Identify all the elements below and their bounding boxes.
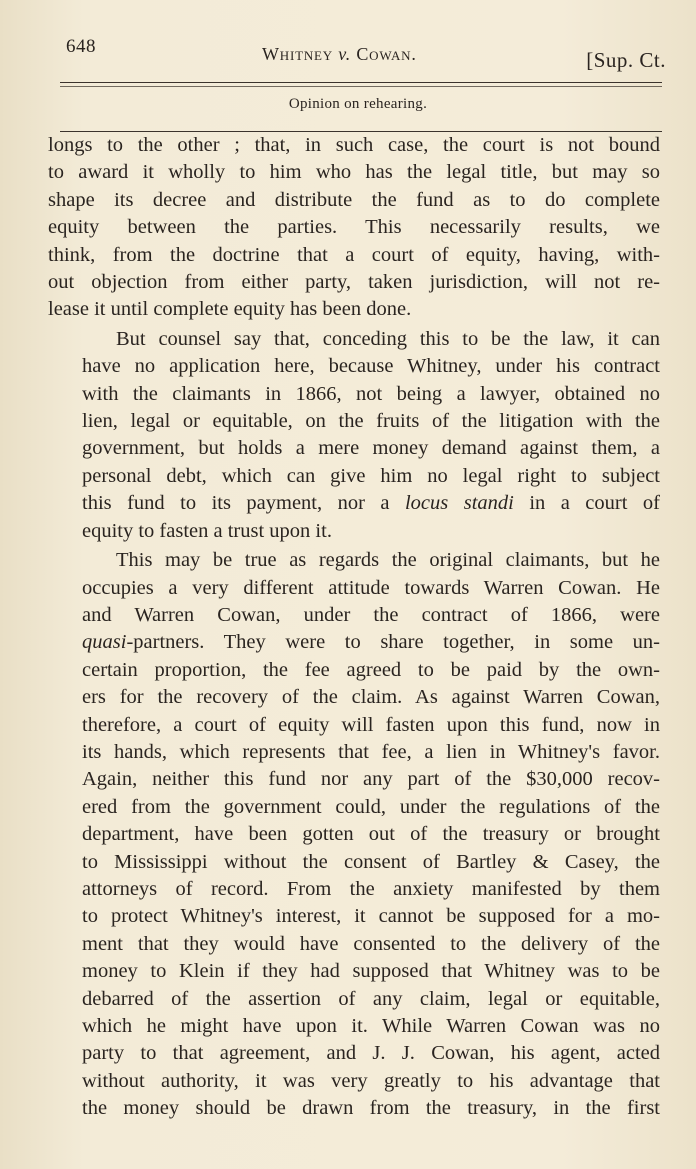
text-line: government, but holds a mere money demand against them, a (82, 437, 660, 460)
text-line: to award it wholly to him who has the legal title, but may so (48, 161, 660, 184)
text-segment: -partners. They were to share together, in some un- (126, 631, 660, 654)
text-line: occupies a very different attitude towards Warren Cowan. He (82, 576, 660, 599)
title-v: v. (338, 44, 352, 64)
text-line: ers for the recovery of the claim. As against Warren Cowan, (82, 686, 660, 709)
text-line: money to Klein if they had supposed that Whitney was to be (82, 960, 660, 983)
header-rule-thin (60, 86, 662, 87)
header-rule (60, 82, 662, 83)
text-line: certain proportion, the fee agreed to be paid by the own- (82, 658, 660, 681)
title-right: Cowan. (356, 44, 417, 64)
text-line: lease it until complete equity has been done. (48, 298, 412, 321)
text-line: Again, neither this fund nor any part of the $30,000 recov- (82, 768, 660, 791)
running-title (262, 44, 417, 65)
italic-prefix: quasi (82, 631, 127, 654)
text-line: which he might have upon it. While Warren Cowan was no (82, 1015, 660, 1037)
paragraph-2 (48, 326, 660, 545)
text-line: think, from the doctrine that a court of equity, having, with- (48, 243, 660, 266)
text-line: party to that agreement, and J. J. Cowan, his agent, acted (82, 1042, 660, 1065)
text-line: ered from the government could, under the regulations of the (82, 795, 660, 818)
text-line: debarred of the assertion of any claim, legal or equitable, (82, 987, 660, 1010)
text-line: lien, legal or equitable, on the fruits of the litigation with the (82, 410, 660, 433)
text-line: shape its decree and distribute the fund as to do complete (48, 188, 660, 211)
text-line: the money should be drawn from the treasury, in the first (82, 1097, 660, 1120)
italic-phrase: locus standi (404, 492, 514, 515)
court-label: [Sup. Ct. (586, 48, 666, 72)
text-line: personal debt, which can give him no legal right to subject (82, 464, 660, 487)
text-segment: this fund to its payment, nor a (82, 492, 405, 515)
text-segment: in a court of (513, 492, 660, 515)
text-line: But counsel say that, conceding this to be the law, it can (116, 327, 660, 350)
title-left: Whitney (262, 44, 333, 64)
text-line-with-italic (48, 490, 660, 517)
text-line: its hands, which represents that fee, a lien in Whitney's favor. (82, 740, 660, 763)
text-line: ment that they would have consented to the delivery of the (82, 932, 660, 955)
running-header (62, 36, 666, 72)
body-text (48, 132, 660, 1123)
text-line: department, have been gotten out of the treasury or brought (82, 823, 660, 846)
text-line: without authority, it was very greatly to his advantage that (82, 1069, 660, 1092)
paragraph-1 (48, 132, 660, 324)
text-line: therefore, a court of equity will fasten upon this fund, now in (82, 713, 660, 736)
text-line: equity between the parties. This necessarily results, we (48, 216, 660, 239)
paragraph-3 (48, 547, 660, 1123)
text-line: and Warren Cowan, under the contract of 1866, were (82, 603, 660, 626)
text-line: with the claimants in 1866, not being a lawyer, obtained no (82, 382, 660, 405)
text-line: to protect Whitney's interest, it cannot be supposed for a mo- (82, 905, 660, 928)
section-title: Opinion on rehearing. (288, 96, 428, 112)
text-line: have no application here, because Whitney, under his contract (82, 355, 660, 378)
text-line: longs to the other ; that, in such case, the court is not bound (48, 134, 660, 156)
text-line-with-italic (48, 629, 660, 656)
text-line: to Mississippi without the consent of Bartley & Casey, the (82, 850, 660, 873)
text-line: out objection from either party, taken jurisdiction, will not re- (48, 271, 660, 294)
text-line: This may be true as regards the original claimants, but he (116, 549, 660, 572)
text-line: equity to fasten a trust upon it. (82, 519, 332, 542)
page-number: 648 (66, 36, 96, 57)
text-line: attorneys of record. From the anxiety manifested by them (82, 877, 660, 900)
